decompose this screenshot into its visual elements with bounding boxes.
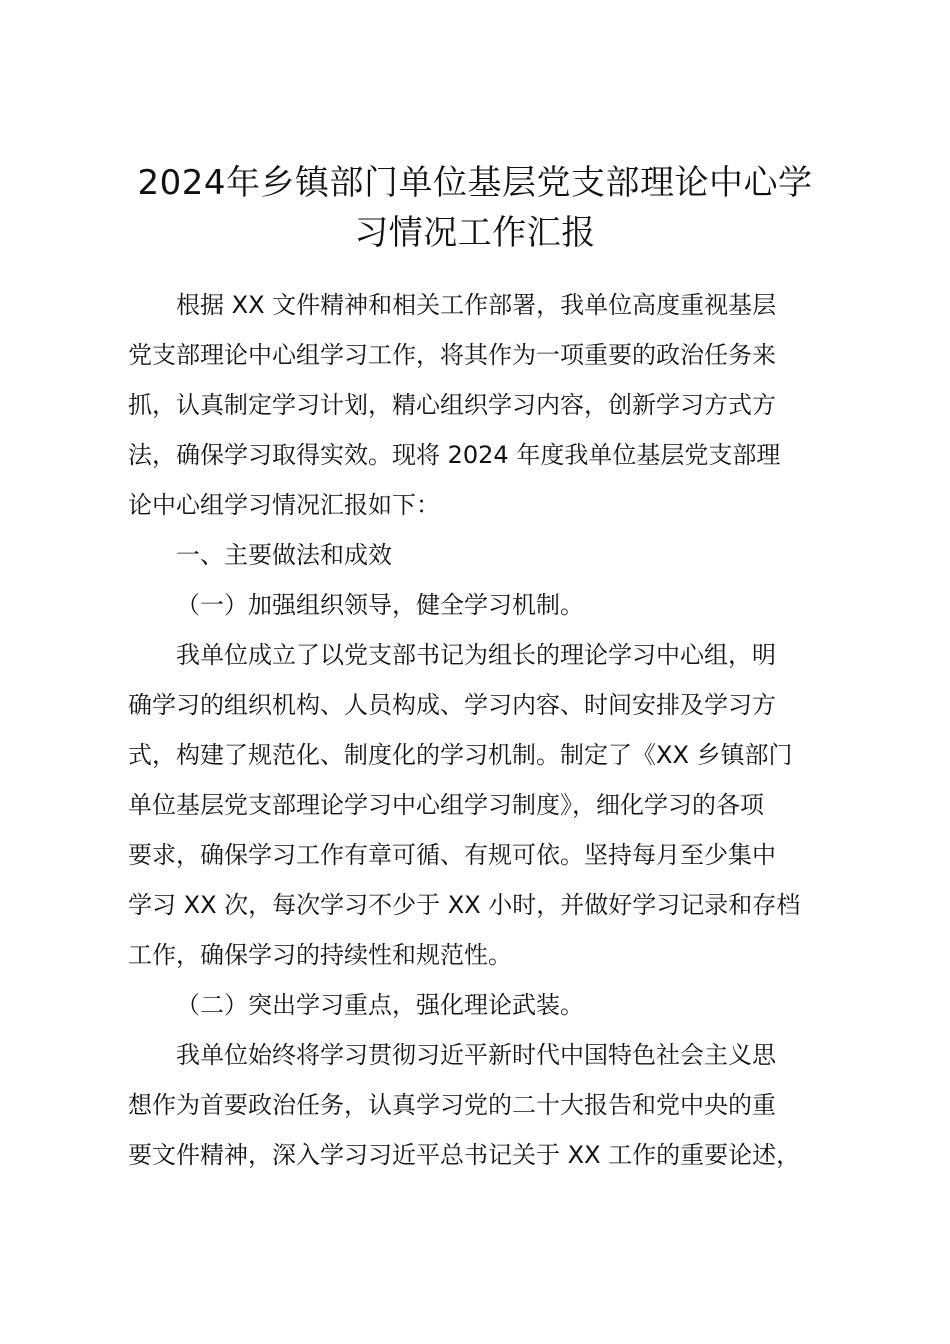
- subsection-heading: （二）突出学习重点，强化理论武装。: [176, 991, 584, 1019]
- paragraph-line: 学习 XX 次，每次学习不少于 XX 小时，并做好学习记录和存档: [128, 891, 801, 919]
- paragraph-line: 工作，确保学习的持续性和规范性。: [128, 941, 512, 969]
- paragraph-line: 我单位成立了以党支部书记为组长的理论学习中心组，明: [176, 641, 776, 669]
- paragraph-line: 要求，确保学习工作有章可循、有规可依。坚持每月至少集中: [128, 841, 776, 869]
- paragraph-line: 式，构建了规范化、制度化的学习机制。制定了《XX 乡镇部门: [128, 741, 793, 769]
- paragraph-line: 我单位始终将学习贯彻习近平新时代中国特色社会主义思: [176, 1041, 776, 1069]
- document-title: [100, 158, 850, 258]
- section-heading: 一、主要做法和成效: [176, 541, 392, 569]
- paragraph-line: 单位基层党支部理论学习中心组学习制度》，细化学习的各项: [128, 791, 764, 819]
- paragraph-line: 党支部理论中心组学习工作，将其作为一项重要的政治任务来: [128, 341, 776, 369]
- title-line-1: 2024年乡镇部门单位基层党支部理论中心学: [137, 163, 813, 203]
- title-line-2: 习情况工作汇报: [354, 213, 596, 253]
- document-body: [128, 280, 838, 1180]
- paragraph-line: 法，确保学习取得实效。现将 2024 年度我单位基层党支部理: [128, 441, 781, 469]
- subsection-heading: （一）加强组织领导，健全学习机制。: [176, 591, 584, 619]
- paragraph-line: 根据 XX 文件精神和相关工作部署，我单位高度重视基层: [176, 291, 777, 319]
- paragraph-line: 论中心组学习情况汇报如下：: [128, 491, 440, 519]
- paragraph-line: 抓，认真制定学习计划，精心组织学习内容，创新学习方式方: [128, 391, 776, 419]
- paragraph-line: 想作为首要政治任务，认真学习党的二十大报告和党中央的重: [128, 1091, 776, 1119]
- paragraph-line: 确学习的组织机构、人员构成、学习内容、时间安排及学习方: [128, 691, 776, 719]
- paragraph-line: 要文件精神，深入学习习近平总书记关于 XX 工作的重要论述，: [128, 1141, 801, 1169]
